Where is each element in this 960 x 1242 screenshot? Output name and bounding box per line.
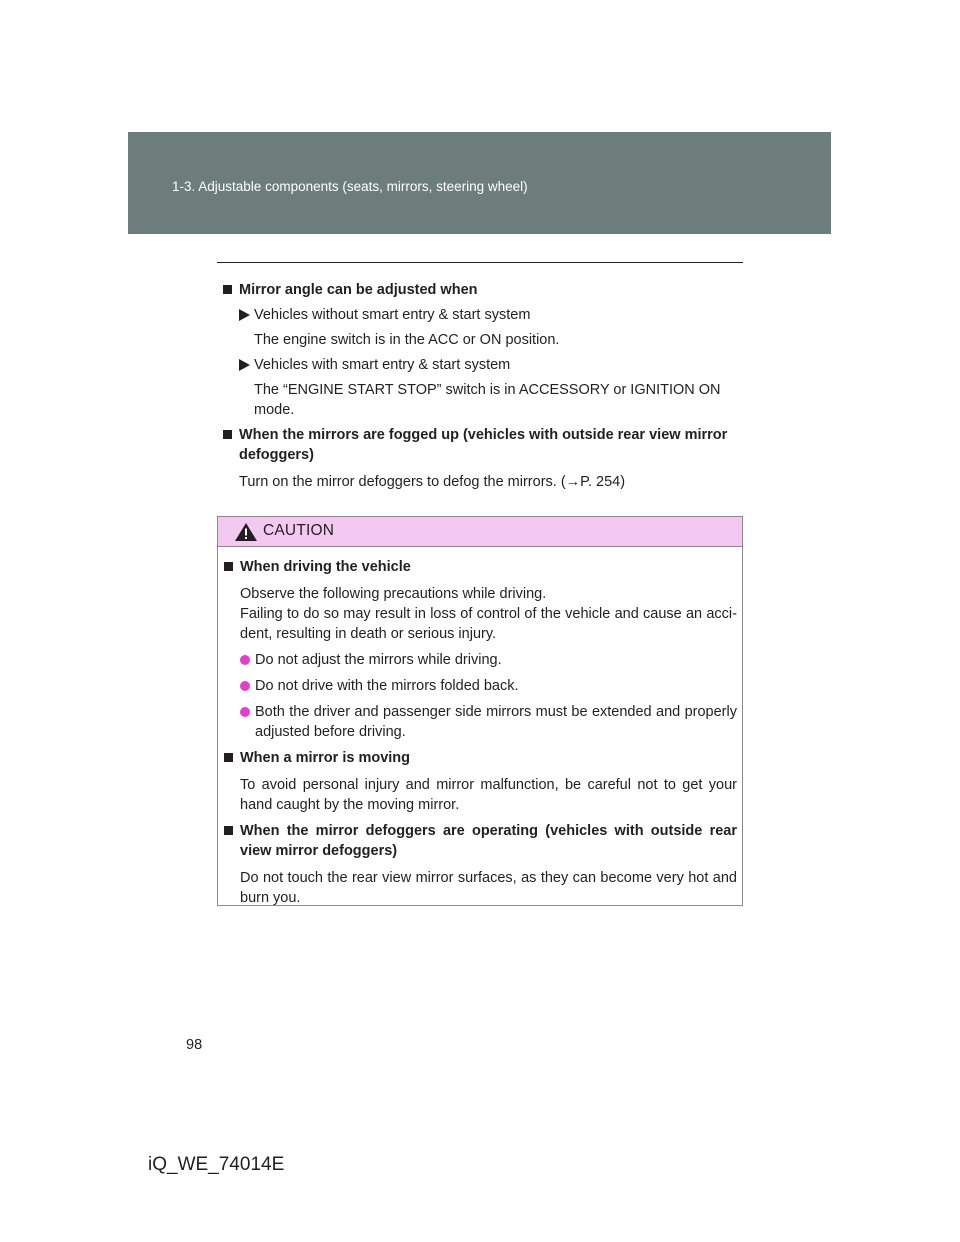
caution-label: CAUTION	[263, 522, 335, 539]
magenta-dot-icon	[240, 707, 250, 717]
document-code: iQ_WE_74014E	[148, 1154, 285, 1175]
sub-item-without-smart-entry	[221, 305, 741, 325]
magenta-dot-icon	[240, 655, 250, 665]
list-item	[222, 650, 737, 670]
list-item	[222, 702, 737, 742]
main-content	[221, 280, 741, 492]
driving-heading-text: When driving the vehicle	[240, 559, 411, 575]
black-square-icon	[224, 562, 233, 571]
fogged-heading	[221, 425, 741, 465]
moving-heading-text: When a mirror is moving	[240, 750, 410, 766]
black-square-icon	[223, 285, 232, 294]
defoggers-heading-text: When the mirror defoggers are operating (vehicles with outside rear view mirror defoggers)	[240, 823, 737, 859]
fogged-heading-text: When the mirrors are fogged up (vehicles with outside rear view mirror defoggers)	[239, 427, 728, 463]
black-square-icon	[223, 430, 232, 439]
mirror-angle-heading-text: Mirror angle can be adjusted when	[239, 282, 478, 298]
moving-heading	[222, 748, 737, 768]
list-item-text: Both the driver and passenger side mirrors must be extended and properly adjusted before driving.	[255, 704, 737, 740]
list-item-text: Do not adjust the mirrors while driving.	[255, 652, 502, 668]
sub-item-text: The engine switch is in the ACC or ON position.	[254, 332, 560, 348]
caution-body	[222, 557, 737, 908]
defoggers-heading	[222, 821, 737, 861]
driving-text-2: Failing to do so may result in loss of control of the vehicle and cause an accident, resulting in death or serious injury.	[240, 606, 737, 642]
list-item	[222, 676, 737, 696]
list-item-text: Do not drive with the mirrors folded back.	[255, 678, 519, 694]
section-title: 1-3. Adjustable components (seats, mirrors, steering wheel)	[172, 179, 528, 194]
page-number: 98	[186, 1037, 203, 1053]
right-triangle-icon	[239, 309, 250, 321]
sub-item-label: Vehicles without smart entry & start system	[254, 307, 531, 323]
caution-box	[217, 516, 743, 906]
warning-triangle-icon	[234, 522, 258, 542]
header-band	[128, 132, 831, 234]
sub-item-text: The “ENGINE START STOP” switch is in ACCESSORY or IGNITION ON mode.	[254, 382, 721, 418]
mirror-angle-heading	[221, 280, 741, 300]
fogged-text: Turn on the mirror defoggers to defog the mirrors. (→P. 254)	[239, 474, 626, 490]
sub-item-with-smart-entry	[221, 355, 741, 375]
caution-header	[218, 517, 742, 547]
sub-item-label: Vehicles with smart entry & start system	[254, 357, 511, 373]
moving-text: To avoid personal injury and mirror malfunction, be careful not to get your hand caught by the moving mirror.	[240, 777, 737, 813]
right-triangle-icon	[239, 359, 250, 371]
black-square-icon	[224, 826, 233, 835]
driving-text-1: Observe the following precautions while driving.	[240, 586, 547, 602]
defoggers-text: Do not touch the rear view mirror surfaces, as they can become very hot and burn you.	[240, 870, 737, 906]
magenta-dot-icon	[240, 681, 250, 691]
driving-heading	[222, 557, 737, 577]
section-divider	[217, 262, 743, 263]
black-square-icon	[224, 753, 233, 762]
